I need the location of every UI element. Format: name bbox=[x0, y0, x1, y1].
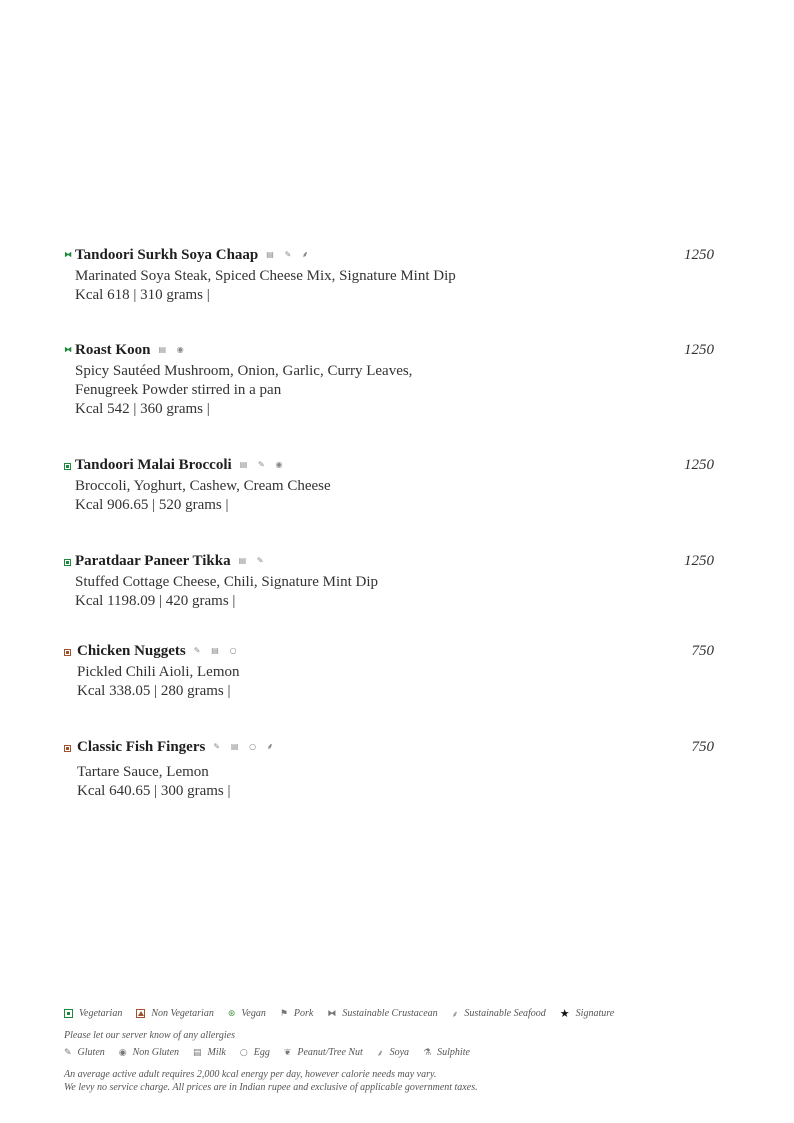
item-name: Chicken Nuggets ✎ ▤ ○ bbox=[77, 643, 241, 659]
menu-item bbox=[64, 457, 714, 515]
item-nutrition: Kcal 1198.09 | 420 grams | bbox=[75, 593, 236, 609]
allergen-icons: ▤ ✎ bbox=[238, 556, 268, 565]
legend-soya: ⸙ Soya bbox=[376, 1047, 410, 1059]
item-description: Tartare Sauce, Lemon bbox=[77, 764, 209, 780]
legend-egg: ○ Egg bbox=[239, 1047, 270, 1058]
item-description: Spicy Sautéed Mushroom, Onion, Garlic, Curry Leaves, bbox=[75, 363, 413, 379]
legend-vegan: ⊛ Vegan bbox=[227, 1008, 266, 1019]
legend-signature: ★ Signature bbox=[559, 1007, 615, 1020]
allergen-icons: ▤ ✎ ⸙ bbox=[266, 250, 313, 259]
seafood-icon: ⸙ bbox=[451, 1010, 459, 1020]
item-name: Tandoori Surkh Soya Chaap ▤ ✎ ⸙ bbox=[75, 247, 313, 263]
non-veg-box-icon bbox=[64, 745, 71, 752]
item-description: Marinated Soya Steak, Spiced Cheese Mix, Signature Mint Dip bbox=[75, 268, 456, 284]
item-nutrition: Kcal 338.05 | 280 grams | bbox=[77, 683, 231, 699]
menu-item bbox=[64, 739, 714, 801]
legend-pork: ⚑ Pork bbox=[279, 1008, 314, 1019]
item-description: Stuffed Cottage Cheese, Chili, Signature Mint Dip bbox=[75, 574, 379, 590]
sulphite-icon: ⚗ bbox=[423, 1047, 432, 1058]
legend-non-gluten: ◉ Non Gluten bbox=[118, 1047, 180, 1058]
pork-icon: ⚑ bbox=[279, 1008, 288, 1019]
item-name: Classic Fish Fingers ✎ ▤ ○ ⸙ bbox=[77, 739, 277, 755]
milk-icon: ▤ bbox=[193, 1047, 202, 1058]
item-nutrition: Kcal 906.65 | 520 grams | bbox=[75, 497, 229, 513]
crustacean-icon: ⧓ bbox=[64, 345, 72, 354]
allergen-icons: ▤ ◉ bbox=[158, 345, 188, 354]
item-description: Fenugreek Powder stirred in a pan bbox=[75, 382, 282, 398]
item-name: Roast Koon ▤ ◉ bbox=[75, 342, 188, 358]
allergy-note: Please let our server know of any allergies bbox=[64, 1030, 235, 1041]
item-name: Paratdaar Paneer Tikka ▤ ✎ bbox=[75, 553, 268, 569]
calorie-note: An average active adult requires 2,000 kcal energy per day, however calorie needs may vary. bbox=[64, 1069, 437, 1080]
menu-item bbox=[64, 553, 714, 611]
gluten-icon: ✎ bbox=[64, 1047, 72, 1058]
legend-milk: ▤ Milk bbox=[193, 1047, 226, 1058]
category-legend bbox=[64, 1007, 744, 1020]
item-price: 750 bbox=[691, 643, 714, 659]
legend-sulphite: ⚗ Sulphite bbox=[423, 1047, 470, 1058]
menu-item bbox=[64, 342, 714, 419]
veg-box-icon bbox=[64, 463, 71, 470]
item-nutrition: Kcal 640.65 | 300 grams | bbox=[77, 783, 231, 799]
veg-box-icon bbox=[64, 1009, 73, 1018]
non-gluten-icon: ◉ bbox=[118, 1047, 127, 1058]
crustacean-icon: ⧓ bbox=[64, 250, 72, 259]
pricing-note: We levy no service charge. All prices are in Indian rupee and exclusive of applicable government taxes. bbox=[64, 1082, 478, 1093]
legend-crustacean: ⧓ Sustainable Crustacean bbox=[327, 1008, 438, 1019]
item-price: 1250 bbox=[684, 457, 714, 473]
menu-item bbox=[64, 247, 714, 305]
item-nutrition: Kcal 542 | 360 grams | bbox=[75, 401, 210, 417]
item-price: 1250 bbox=[684, 553, 714, 569]
allergen-icons: ▤ ✎ ◉ bbox=[239, 460, 287, 469]
crustacean-icon: ⧓ bbox=[327, 1008, 337, 1019]
item-price: 1250 bbox=[684, 247, 714, 263]
allergen-icons: ✎ ▤ ○ bbox=[193, 646, 241, 655]
allergen-legend bbox=[64, 1046, 744, 1059]
legend-gluten: ✎ Gluten bbox=[64, 1047, 105, 1058]
item-price: 1250 bbox=[684, 342, 714, 358]
legend-non-vegetarian: Non Vegetarian bbox=[136, 1008, 214, 1019]
legend bbox=[64, 1007, 744, 1093]
legend-vegetarian: Vegetarian bbox=[64, 1008, 122, 1019]
non-veg-box-icon bbox=[64, 649, 71, 656]
item-description: Broccoli, Yoghurt, Cashew, Cream Cheese bbox=[75, 478, 331, 494]
menu-item bbox=[64, 643, 714, 701]
soya-icon: ⸙ bbox=[376, 1049, 384, 1059]
item-nutrition: Kcal 618 | 310 grams | bbox=[75, 287, 210, 303]
non-veg-box-icon bbox=[136, 1009, 145, 1018]
star-icon: ★ bbox=[559, 1007, 570, 1020]
allergen-icons: ✎ ▤ ○ ⸙ bbox=[213, 742, 277, 751]
egg-icon: ○ bbox=[239, 1047, 248, 1058]
item-description: Pickled Chili Aioli, Lemon bbox=[77, 664, 240, 680]
nut-icon: ❦ bbox=[283, 1047, 292, 1058]
veg-box-icon bbox=[64, 559, 71, 566]
legend-seafood: ⸙ Sustainable Seafood bbox=[451, 1008, 546, 1020]
legend-nut: ❦ Peanut/Tree Nut bbox=[283, 1047, 363, 1058]
item-name: Tandoori Malai Broccoli ▤ ✎ ◉ bbox=[75, 457, 287, 473]
item-price: 750 bbox=[691, 739, 714, 755]
vegan-leaf-icon: ⊛ bbox=[227, 1008, 236, 1019]
